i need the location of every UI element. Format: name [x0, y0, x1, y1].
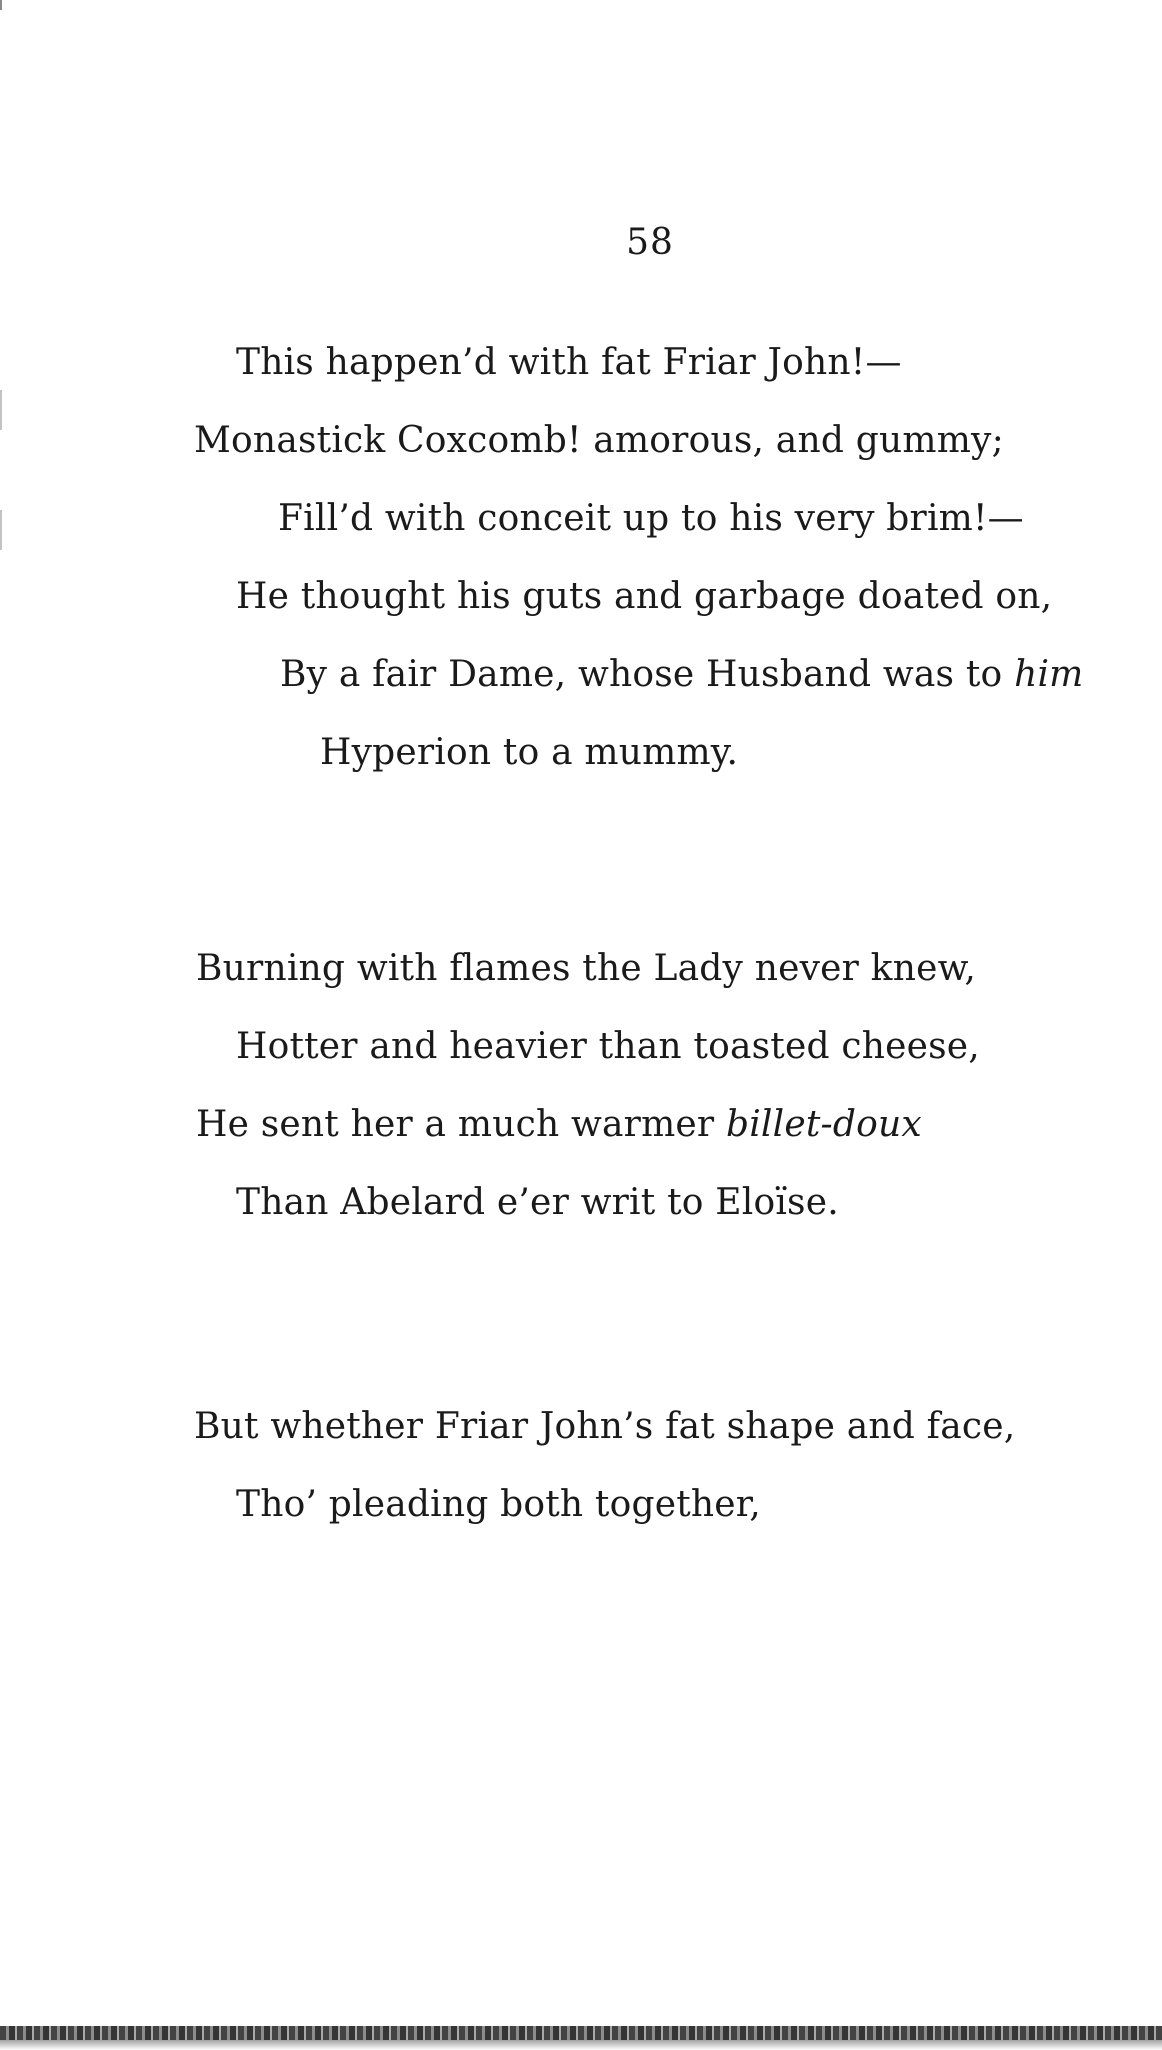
- margin-mark: [0, 510, 2, 550]
- verse-line: But whether Friar John’s fat shape and face,: [194, 1406, 1016, 1447]
- verse-line: Hyperion to a mummy.: [320, 732, 739, 773]
- verse-line: This happen’d with fat Friar John!—: [236, 342, 902, 383]
- verse-line: Tho’ pleading both together,: [236, 1484, 761, 1525]
- page-bottom-shadow: [0, 2040, 1162, 2050]
- verse-line: Than Abelard e’er writ to Eloïse.: [236, 1182, 839, 1223]
- verse-line: Hotter and heavier than toasted cheese,: [236, 1026, 980, 1067]
- verse-line: Fill’d with conceit up to his very brim!—: [278, 498, 1024, 539]
- page-bottom-edge: [0, 2026, 1162, 2040]
- verse-line: He sent her a much warmer billet-doux: [196, 1104, 922, 1145]
- verse-line: By a fair Dame, whose Husband was to him: [280, 654, 1084, 695]
- margin-mark: [0, 390, 2, 430]
- page-number: 58: [626, 222, 674, 263]
- margin-mark: [0, 0, 2, 10]
- verse-line: Burning with flames the Lady never knew,: [196, 948, 976, 989]
- verse-line: Monastick Coxcomb! amorous, and gummy;: [194, 420, 1004, 461]
- verse-line: He thought his guts and garbage doated on,: [236, 576, 1053, 617]
